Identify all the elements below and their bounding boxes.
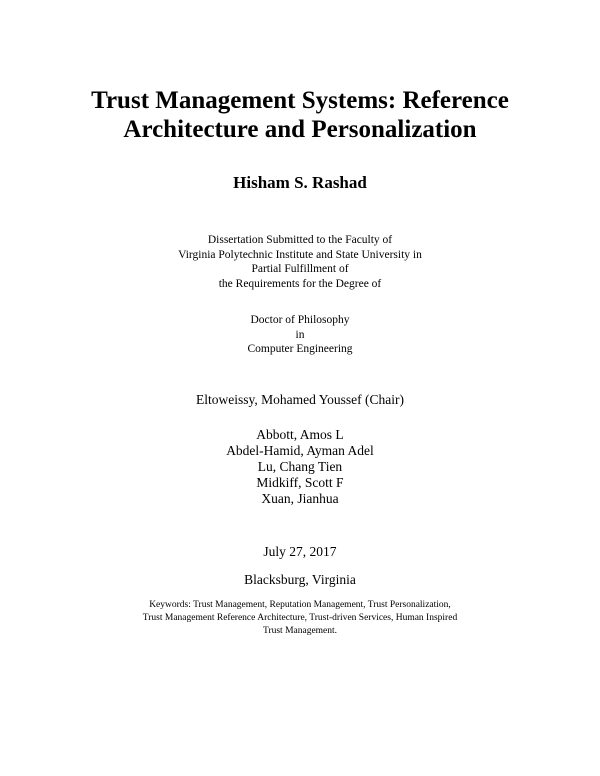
author-name: Hisham S. Rashad [233, 173, 367, 192]
defense-date: July 27, 2017 [263, 544, 337, 559]
submission-line: Dissertation Submitted to the Faculty of [207, 234, 393, 246]
location: Blacksburg, Virginia [244, 572, 356, 587]
degree-line: Computer Engineering [247, 343, 353, 355]
keywords-line: Trust Management. [262, 626, 338, 636]
degree-statement [0, 313, 600, 357]
committee-members [0, 427, 600, 507]
title-line-2: Architecture and Personalization [123, 116, 477, 143]
submission-line: the Requirements for the Degree of [218, 277, 382, 290]
committee-member: Lu, Chang Tien [257, 459, 343, 474]
keywords-line: Keywords: Trust Management, Reputation Management, Trust Personalization, [149, 600, 451, 610]
degree-line: in [295, 328, 305, 341]
submission-line: Partial Fulfillment of [251, 263, 349, 275]
committee-member: Abbott, Amos L [256, 427, 344, 442]
keywords [0, 599, 600, 638]
committee-chair: Eltoweissy, Mohamed Youssef (Chair) [196, 392, 404, 407]
committee-member: Xuan, Jianhua [261, 491, 339, 506]
title-line-1: Trust Management Systems: Reference [91, 87, 509, 114]
committee-member: Abdel-Hamid, Ayman Adel [226, 443, 374, 458]
submission-statement [0, 233, 600, 291]
keywords-line: Trust Management Reference Architecture, Trust-driven Services, Human Inspired [142, 613, 458, 623]
degree-line: Doctor of Philosophy [250, 314, 350, 326]
dissertation-title [0, 86, 600, 144]
committee-member: Midkiff, Scott F [256, 475, 344, 490]
submission-line: Virginia Polytechnic Institute and State University in [178, 248, 422, 261]
